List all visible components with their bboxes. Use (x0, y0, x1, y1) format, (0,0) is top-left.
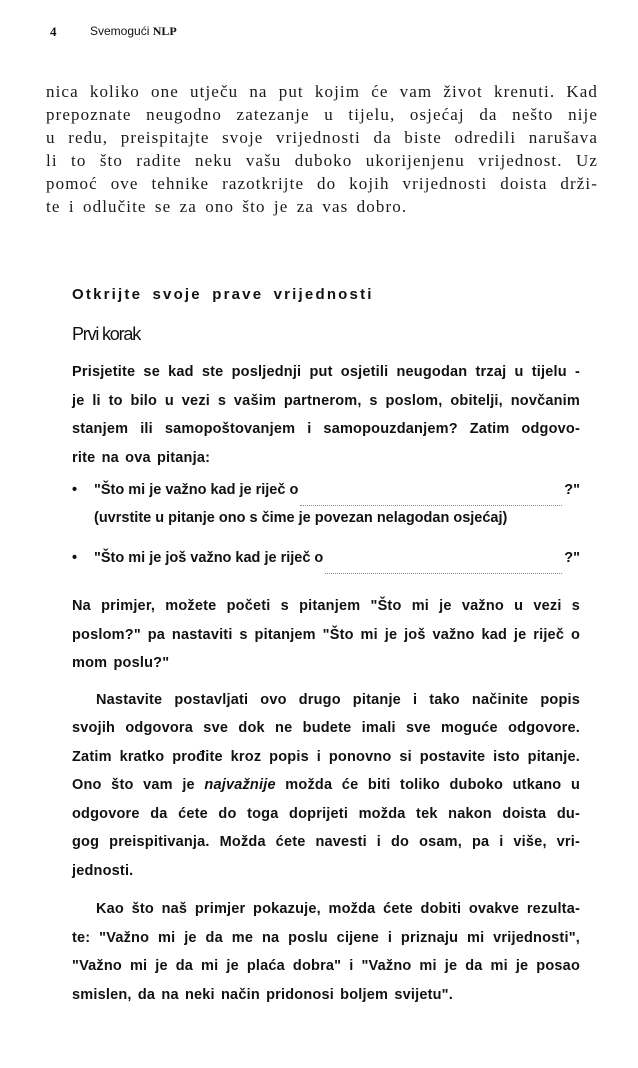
text-run: Ono što vam je (72, 777, 205, 793)
result-paragraph (72, 895, 580, 1009)
paragraph-line: poslom?" pa nastaviti s pitanjem "Što mi je još važno kad je riječ o (72, 626, 580, 643)
intro-line: te i odlučite se za ono što je za vas dobro. (46, 197, 408, 216)
paragraph-line: stanjem ili samopoštovanjem i samopouzdanjem? Zatim odgovo- (72, 421, 580, 437)
paragraph-line: svojih odgovora sve dok ne budete imali sve moguće odgovore. (72, 720, 580, 736)
paragraph-line: Zatim kratko prođite kroz popis i ponovno si postavite isto pitanje. (72, 748, 580, 765)
paragraph-line: Nastavite postavljati ovo drugo pitanje i tako načinite popis (96, 691, 580, 708)
intro-line: nica koliko one utječu na put kojim će vam život krenuti. Kad (46, 82, 598, 101)
paragraph-line: mom poslu?" (72, 655, 170, 671)
emphasis-word: najvažnije (204, 777, 276, 793)
question-text: "Što mi je još važno kad je riječ o (94, 550, 324, 566)
page-header (46, 24, 598, 44)
question-text: "Što mi je važno kad je riječ o (94, 482, 299, 498)
paragraph-line: Na primjer, možete početi s pitanjem "Što mi je važno u vezi s (72, 598, 580, 614)
intro-line: prepoznate neugodno zatezanje u tijelu, osjećaj da nešto nije (46, 105, 598, 124)
paragraph-line: rite na ova pitanja: (72, 449, 211, 466)
fill-in-blank (300, 504, 562, 506)
bullet-icon: • (72, 550, 78, 566)
text-run: možda će biti toliko duboko utkano u (275, 777, 580, 793)
intro-line: pomoć ove tehnike razotkrijte do kojih vrijednosti doista drži- (46, 174, 598, 193)
paragraph-line: gog preispitivanja. Možda ćete navesti i do osam, pa i više, vri- (72, 834, 580, 850)
section-title: Otkrijte svoje prave vrijednosti (72, 286, 374, 303)
paragraph-line: Prisjetite se kad ste posljednji put osjetili neugodan trzaj u tijelu - (72, 364, 580, 380)
question-end: ?" (564, 550, 580, 566)
bullet-icon: • (72, 482, 78, 498)
example-paragraph (72, 592, 580, 678)
paragraph-line: "Važno mi je da mi je plaća dobra" i "Važno mi je da mi je posao (72, 958, 580, 974)
question-list (72, 482, 580, 578)
paragraph-line (72, 771, 580, 800)
page-number: 4 (50, 24, 57, 39)
question-end: ?" (564, 482, 580, 498)
paragraph-line: jednosti. (72, 862, 134, 879)
intro-paragraph (46, 80, 598, 218)
intro-line: li to što radite neku vašu duboko ukorijenjenu vrijednost. Uz (46, 151, 598, 170)
question-note: (uvrstite u pitanje ono s čime je povezan nelagodan osjećaj) (94, 510, 508, 526)
instruction-paragraph (72, 358, 580, 472)
running-title-main: Svemogući (90, 24, 150, 38)
continue-paragraph (72, 686, 580, 886)
paragraph-line: Kao što naš primjer pokazuje, možda ćete dobiti ovakve rezulta- (96, 901, 580, 917)
list-item (72, 550, 580, 578)
paragraph-line: te: "Važno mi je da me na poslu cijene i priznaju mi vrijednosti", (72, 929, 580, 946)
running-title (90, 24, 177, 39)
step-title: Prvi korak (72, 324, 141, 344)
intro-line: u redu, preispitajte svoje vrijednosti da biste odredili narušava (46, 128, 598, 147)
paragraph-line: smislen, da na neki način pridonosi boljem svijetu". (72, 986, 453, 1003)
paragraph-line: odgovore da ćete do toga doprijeti možda tek nakon doista du- (72, 805, 580, 822)
running-title-suffix: NLP (152, 24, 177, 38)
exercise-box (72, 286, 580, 1009)
fill-in-blank (325, 572, 562, 574)
list-item (72, 482, 580, 538)
paragraph-line: je li to bilo u vezi s vašim partnerom, s poslom, obitelji, novčanim (72, 392, 580, 409)
